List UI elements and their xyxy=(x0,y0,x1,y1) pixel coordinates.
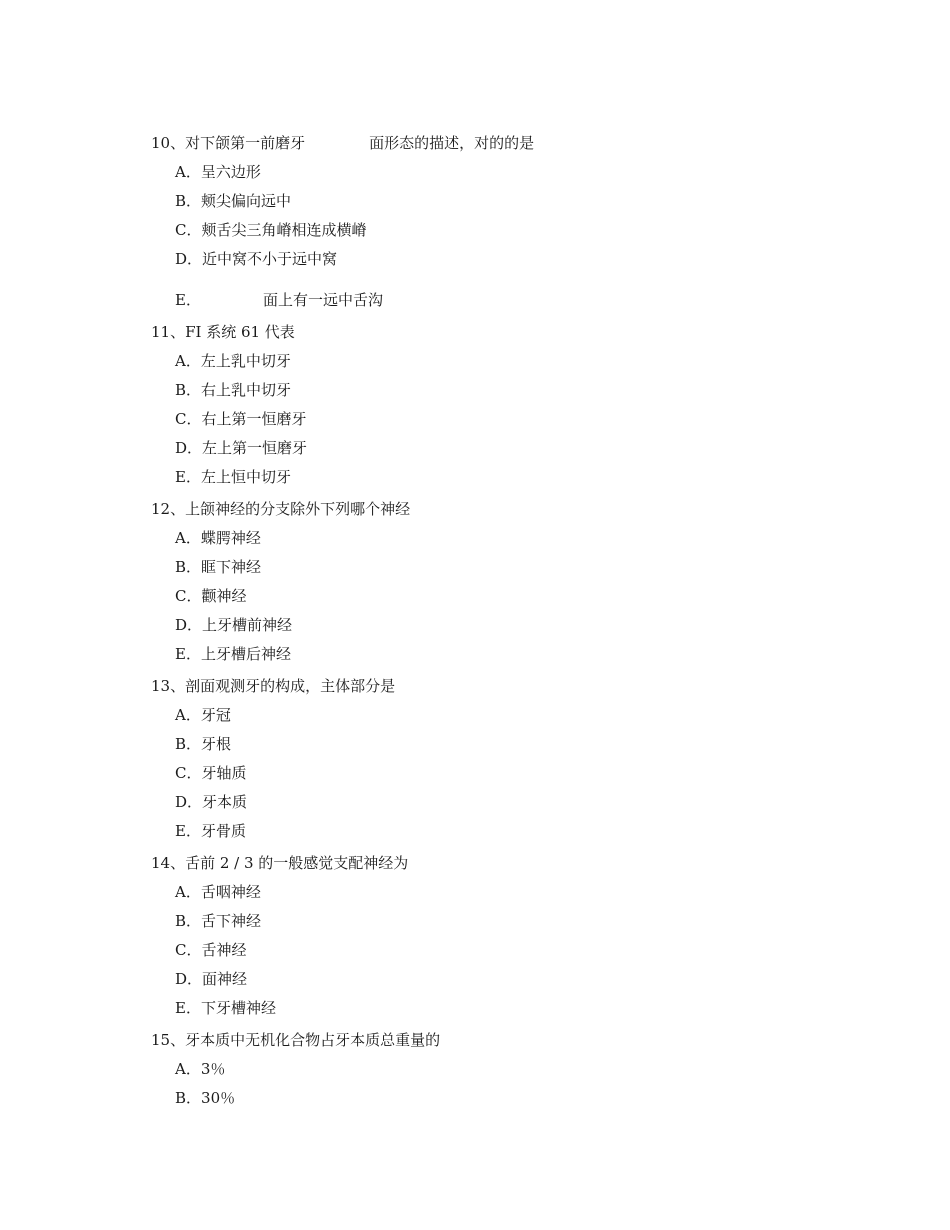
question-15-option-a: A．3％ xyxy=(175,1060,226,1078)
question-13-stem: 13、剖面观测牙的构成，主体部分是 xyxy=(151,677,396,695)
question-10-stem-part2: 面形态的描述，对的的是 xyxy=(369,134,535,152)
question-10-option-b: B．颊尖偏向远中 xyxy=(175,192,292,210)
question-11-stem: 11、FI 系统 61 代表 xyxy=(151,323,295,341)
question-14-option-e: E．下牙槽神经 xyxy=(175,999,276,1017)
question-13-option-a: A．牙冠 xyxy=(175,706,231,724)
question-11-option-c: C．右上第一恒磨牙 xyxy=(175,410,307,428)
question-11-option-a: A．左上乳中切牙 xyxy=(175,352,291,370)
question-15-option-b: B．30％ xyxy=(175,1089,236,1107)
question-12-stem: 12、上颌神经的分支除外下列哪个神经 xyxy=(151,500,411,518)
question-13-option-e: E．牙骨质 xyxy=(175,822,246,840)
question-14-option-c: C．舌神经 xyxy=(175,941,247,959)
question-12-option-a: A．蝶腭神经 xyxy=(175,529,261,547)
question-12-option-b: B．眶下神经 xyxy=(175,558,262,576)
question-14-option-b: B．舌下神经 xyxy=(175,912,262,930)
question-10-option-e-part2: 面上有一远中舌沟 xyxy=(262,291,383,309)
question-11-option-b: B．右上乳中切牙 xyxy=(175,381,292,399)
question-13-option-c: C．牙轴质 xyxy=(175,764,247,782)
question-10-option-a: A．呈六边形 xyxy=(175,163,261,181)
question-10-option-e xyxy=(175,291,383,309)
question-12-option-d: D．上牙槽前神经 xyxy=(175,616,293,634)
question-10-stem xyxy=(151,134,534,152)
question-11-option-d: D．左上第一恒磨牙 xyxy=(175,439,308,457)
question-10-stem-part1: 10、对下颌第一前磨牙 xyxy=(151,134,306,152)
question-10-option-e-part1: E． xyxy=(175,291,201,309)
question-10-option-d: D．近中窝不小于远中窝 xyxy=(175,250,338,268)
question-13-option-d: D．牙本质 xyxy=(175,793,248,811)
question-15-stem: 15、牙本质中无机化合物占牙本质总重量的 xyxy=(151,1031,441,1049)
question-12-option-e: E．上牙槽后神经 xyxy=(175,645,291,663)
question-13-option-b: B．牙根 xyxy=(175,735,232,753)
question-12-option-c: C．颧神经 xyxy=(175,587,247,605)
question-14-option-a: A．舌咽神经 xyxy=(175,883,261,901)
question-11-option-e: E．左上恒中切牙 xyxy=(175,468,291,486)
question-10-option-c: C．颊舌尖三角嵴相连成横嵴 xyxy=(175,221,367,239)
question-14-option-d: D．面神经 xyxy=(175,970,248,988)
question-14-stem: 14、舌前 2 / 3 的一般感觉支配神经为 xyxy=(151,854,409,872)
